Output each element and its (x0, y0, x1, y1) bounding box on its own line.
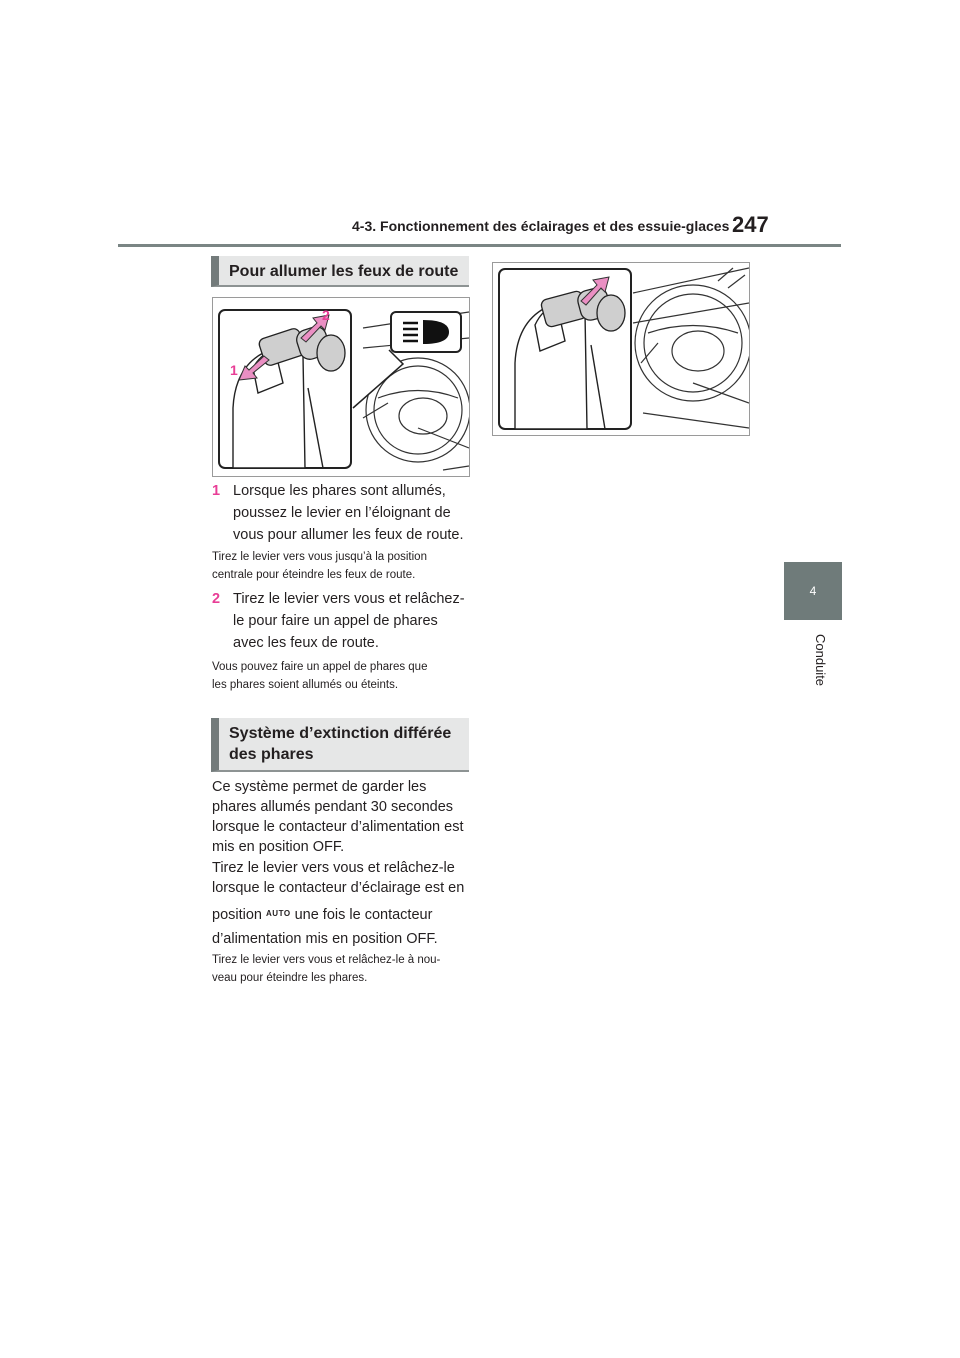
section-heading-delayed-off (211, 718, 469, 772)
step-text-line: vous pour allumer les feux de route. (233, 527, 464, 543)
page-number: 247 (732, 212, 769, 237)
auto-position-symbol: AUTO (266, 909, 291, 918)
step-1 (212, 480, 477, 546)
heading-line: Système d’extinction différée (229, 725, 452, 742)
paragraph-line: phares allumés pendant 30 secondes (212, 799, 454, 815)
section2-note (212, 951, 477, 987)
step-2 (212, 588, 477, 654)
illustration-label-1: 1 (230, 362, 238, 378)
step-text-line: Lorsque les phares sont allumés, (233, 483, 446, 499)
paragraph-line: lorsque le contacteur d’alimentation est (212, 819, 464, 835)
paragraph-line: position $^{AUTO}$ une fois le contacteur (212, 907, 433, 923)
heading-line: des phares (229, 746, 314, 763)
illustration-lever-high-beam (212, 297, 470, 477)
paragraph-line: Ce système permet de garder les (212, 779, 427, 795)
step-text-line: poussez le levier en l’éloignant de (233, 505, 451, 521)
note-line: centrale pour éteindre les feux de route. (212, 569, 416, 581)
paragraph-line: mis en position OFF. (212, 839, 345, 855)
paragraph-line: lorsque le contacteur d’éclairage est en (212, 880, 465, 896)
flash-illustration-svg (493, 263, 749, 435)
running-header: 4-3. Fonctionnement des éclairages et des essuie-glaces (352, 218, 730, 234)
step-2-note (212, 658, 477, 694)
illustration-lever-flash (492, 262, 750, 436)
note-line: Vous pouvez faire un appel de phares que (212, 661, 428, 673)
chapter-label: Conduite (813, 634, 828, 687)
step-text-line: Tirez le levier vers vous et relâchez- (233, 591, 465, 607)
note-line: les phares soient allumés ou éteints. (212, 679, 399, 691)
chapter-tab: 4 (784, 562, 842, 620)
paragraph-line: Tirez le levier vers vous et relâchez-le (212, 860, 455, 876)
paragraph-instructions (212, 858, 477, 949)
step-1-note (212, 548, 477, 584)
note-line: veau pour éteindre les phares. (212, 972, 368, 984)
paragraph-line: d’alimentation mis en position OFF. (212, 931, 438, 947)
paragraph-system-description (212, 777, 477, 857)
note-line: Tirez le levier vers vous et relâchez-le à nou- (212, 954, 441, 966)
illustration-label-2: 2 (322, 307, 330, 323)
header-rule (118, 244, 841, 247)
step-text-line: avec les feux de route. (233, 635, 379, 651)
step-number: 1 (212, 483, 221, 499)
section-heading-high-beams: Pour allumer les feux de route (211, 256, 469, 287)
step-text-line: le pour faire un appel de phares (233, 613, 438, 629)
note-line: Tirez le levier vers vous jusqu’à la position (212, 551, 427, 563)
lever-illustration-svg (213, 298, 469, 476)
step-number: 2 (212, 591, 221, 607)
